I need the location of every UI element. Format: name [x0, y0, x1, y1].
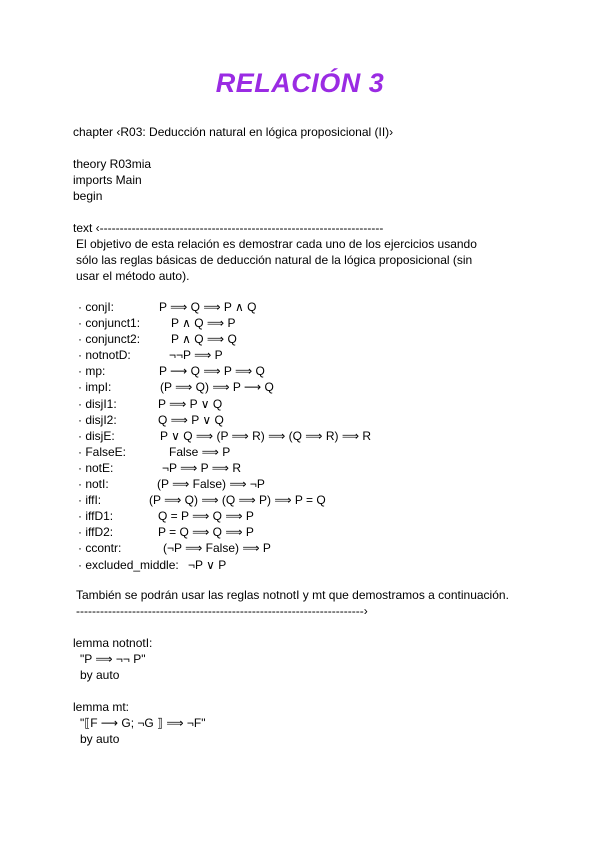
rule-name: · iffD1: [78, 509, 114, 524]
rule-formula: P ⟹ P ∨ Q [158, 396, 223, 411]
rule-name: · conjunct1: [78, 316, 141, 331]
rule-formula: Q ⟹ P ∨ Q [158, 412, 224, 427]
lemma-mt-head: lemma mt: [73, 700, 130, 714]
rule-name: · notI: [78, 477, 109, 492]
intro-line-3: usar el método auto). [76, 269, 190, 283]
rule-name: · ccontr: [78, 541, 122, 556]
lemma-mt-statement: "⟦F ⟶ G; ¬G ⟧ ⟹ ¬F" [80, 716, 206, 730]
rule-formula: (¬P ⟹ False) ⟹ P [163, 541, 271, 556]
rule-name: · conjI: [78, 300, 115, 314]
begin-line: begin [73, 189, 103, 203]
rule-name: · conjunct2: [78, 332, 141, 347]
intro-line-1: El objetivo de esta relación es demostrar cada uno de los ejercicios usando [76, 237, 477, 251]
rule-formula: Q = P ⟹ Q ⟹ P [158, 509, 254, 524]
rule-name: · FalseE: [78, 444, 127, 459]
rule-formula: P ∧ Q ⟹ P [171, 316, 236, 331]
rule-name: · mp: [78, 364, 106, 379]
text-close-line: ------------------------------------------------------------------------› [76, 604, 368, 618]
rule-name: · disjE: [78, 428, 115, 443]
rule-formula: P = Q ⟹ Q ⟹ P [158, 525, 254, 540]
theory-line: theory R03mia [73, 157, 152, 171]
rule-name: · iffD2: [78, 525, 114, 540]
imports-line: imports Main [73, 173, 142, 187]
rule-name: · impI: [78, 380, 112, 395]
page-title: RELACIÓN 3 [215, 68, 385, 98]
rule-formula: P ∨ Q ⟹ (P ⟹ R) ⟹ (Q ⟹ R) ⟹ R [160, 428, 372, 443]
rule-formula: (P ⟹ False) ⟹ ¬P [157, 477, 265, 492]
rule-formula: P ∧ Q ⟹ Q [171, 332, 237, 347]
rule-formula: P ⟹ Q ⟹ P ∧ Q [159, 300, 257, 314]
rule-formula: P ⟶ Q ⟹ P ⟹ Q [159, 364, 265, 379]
rule-formula: False ⟹ P [169, 444, 231, 459]
rule-formula: ¬P ⟹ P ⟹ R [162, 460, 241, 475]
rule-formula: ¬¬P ⟹ P [169, 348, 223, 363]
text-open-line: text ‹----------------------------------------------------------------------- [73, 221, 384, 235]
rule-name: · disjI2: [78, 412, 117, 427]
also-line: También se podrán usar las reglas notnotI y mt que demostramos a continuación. [76, 588, 509, 602]
lemma-notnotI-head: lemma notnotI: [73, 636, 153, 650]
intro-line-2: sólo las reglas básicas de deducción natural de la lógica proposicional (sin [76, 253, 473, 267]
rule-name: · notnotD: [78, 348, 131, 363]
rule-name: · excluded_middle: [78, 557, 179, 572]
lemma-notnotI-proof: by auto [80, 668, 120, 682]
rule-name: · iffI: [78, 493, 102, 508]
rule-name: · notE: [78, 460, 114, 475]
chapter-line: chapter ‹R03: Deducción natural en lógica proposicional (II)› [73, 125, 394, 139]
lemma-notnotI-statement: "P ⟹ ¬¬ P" [80, 652, 146, 666]
rule-name: · disjI1: [78, 396, 117, 411]
rule-formula: (P ⟹ Q) ⟹ (Q ⟹ P) ⟹ P = Q [149, 493, 326, 508]
lemma-mt-proof: by auto [80, 732, 120, 746]
rule-formula: ¬P ∨ P [188, 557, 227, 572]
rule-formula: (P ⟹ Q) ⟹ P ⟶ Q [160, 380, 274, 395]
